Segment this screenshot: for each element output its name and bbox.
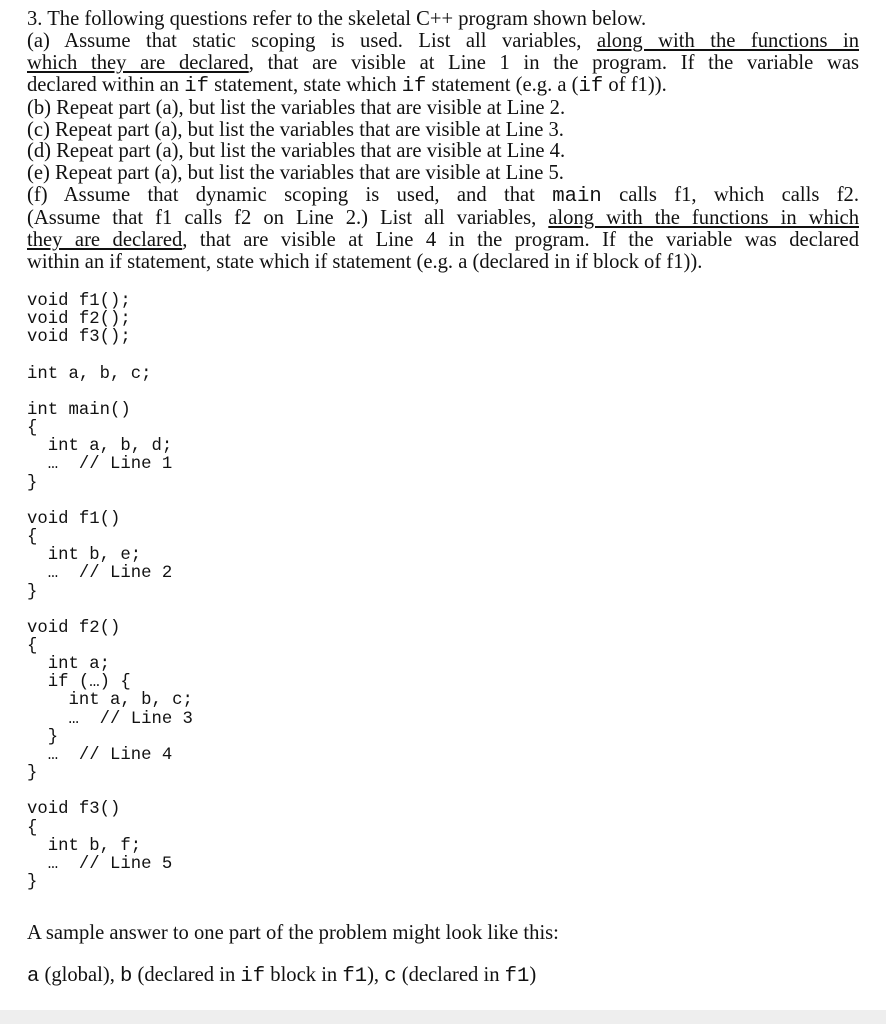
part-c: (c) Repeat part (a), but list the variables that are visible at Line 3. <box>27 118 564 141</box>
part-a-line-3 <box>27 75 859 98</box>
part-e: (e) Repeat part (a), but list the variables that are visible at Line 5. <box>27 162 564 185</box>
part-f-text: (f) Assume that dynamic scoping is used, and that <box>27 184 553 207</box>
code-keyword: a <box>27 965 40 988</box>
code-keyword: f1 <box>342 965 368 988</box>
code-keyword: c <box>384 965 397 988</box>
code-keyword: if <box>184 74 209 98</box>
part-f-underline: along with the functions in which <box>548 207 859 230</box>
code-keyword: if <box>401 74 427 98</box>
code-keyword: f1 <box>504 965 530 988</box>
sample-text: ), <box>367 964 385 986</box>
part-a-underline: which they are declared <box>27 51 249 74</box>
part-b: (b) Repeat part (a), but list the variables that are visible at Line 2. <box>27 96 566 119</box>
part-a-text: , that are visible at Line 1 in the program. If the variable was <box>248 51 859 74</box>
sample-intro: A sample answer to one part of the problem might look like this: <box>27 922 559 944</box>
part-f-line-2 <box>27 208 859 230</box>
sample-text: (declared in <box>396 964 505 986</box>
sample-text: (global), <box>39 964 120 986</box>
part-f-text: , that are visible at Line 4 in the program. If the variable was declared <box>182 229 859 252</box>
sample-text: (declared in <box>132 964 241 986</box>
part-f-line-3 <box>27 230 859 252</box>
part-f-text: (Assume that f1 calls f2 on Line 2.) List all variables, <box>27 207 549 230</box>
code-keyword: main <box>552 185 602 209</box>
part-f-line-1 <box>27 185 859 208</box>
part-a-line-1 <box>27 31 859 53</box>
part-f-underline: they are declared <box>27 229 183 252</box>
sample-text: ) <box>529 964 537 986</box>
part-a-text: declared within an <box>27 73 185 96</box>
page-bottom-bar <box>0 1010 886 1024</box>
code-listing: void f1(); void f2(); void f3(); int a, b, c; int main() { int a, b, d; … // Line 1 } void f1() { int b, e; … // Line 2 } void f2() { int a; if (…) { int a, b, c; … // Line 3 } … // Line 4 } void f3() { int b, f; … // Line 5 } <box>27 292 193 892</box>
part-a-text: of f1)). <box>603 73 667 96</box>
part-f-text: calls f1, which calls f2. <box>601 184 860 207</box>
code-keyword: b <box>120 965 133 988</box>
part-a-text: (a) Assume that static scoping is used. List all variables, <box>27 29 597 52</box>
part-d: (d) Repeat part (a), but list the variables that are visible at Line 4. <box>27 140 566 163</box>
code-keyword: if <box>578 74 604 98</box>
part-f-line-4: within an if statement, state which if statement (e.g. a (declared in if block of f1)). <box>27 250 703 273</box>
part-a-line-2 <box>27 53 859 75</box>
part-a-underline: along with the functions in <box>596 29 860 52</box>
part-a-text: statement, state which <box>208 73 402 96</box>
question-text <box>27 9 859 274</box>
question-intro: 3. The following questions refer to the skeletal C++ program shown below. <box>27 8 647 30</box>
sample-answer <box>27 964 536 988</box>
part-a-text: statement (e.g. a ( <box>426 73 579 96</box>
sample-text: block in <box>265 964 343 986</box>
code-keyword: if <box>240 965 266 988</box>
